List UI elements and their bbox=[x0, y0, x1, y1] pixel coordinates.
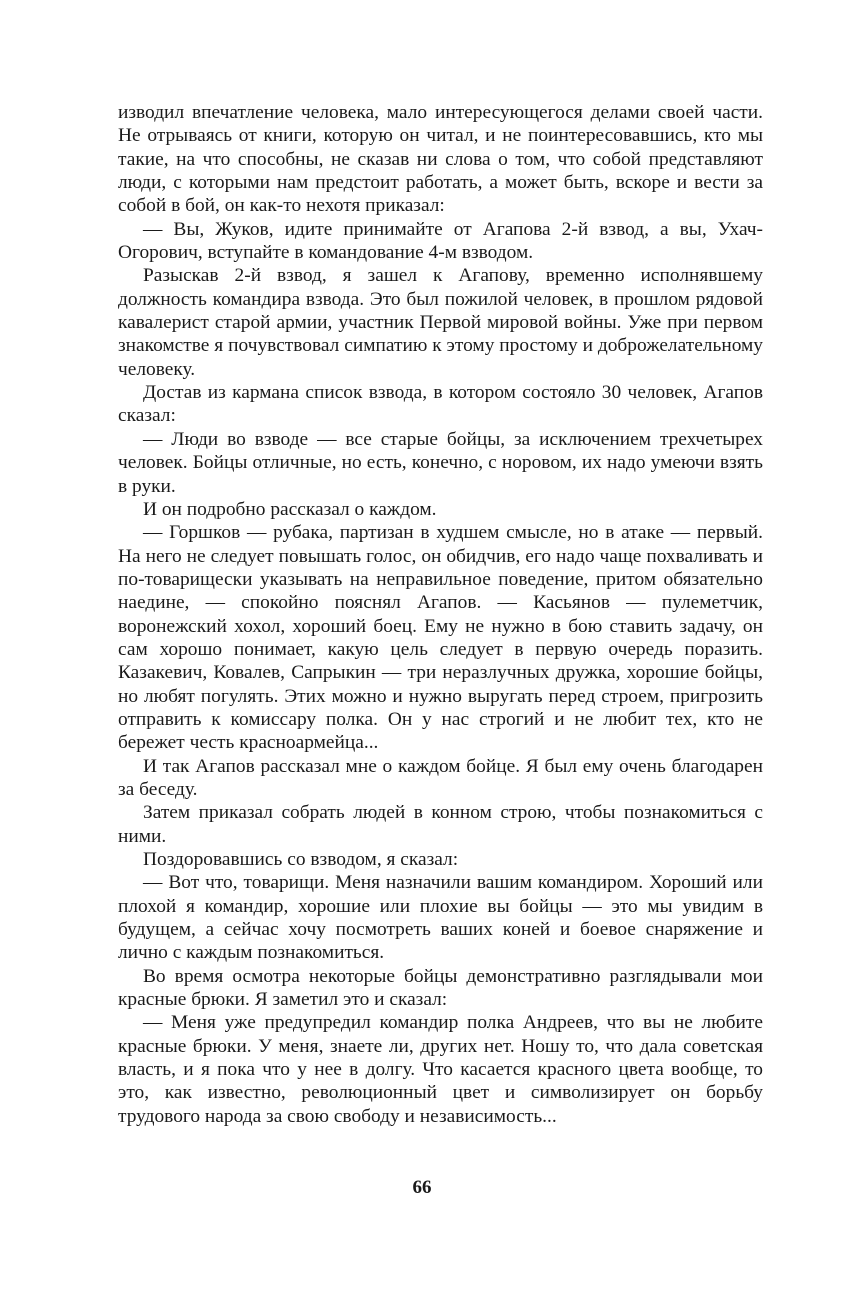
paragraph-9: Затем приказал собрать людей в конном строю, чтобы познакомиться с ними. bbox=[118, 802, 763, 847]
paragraph-2: — Вы, Жуков, идите принимайте от Агапова 2-й взвод, а вы, Ухач-Огорович, вступайте в командование 4-м взводом. bbox=[118, 218, 763, 264]
paragraph-4: Достав из кармана список взвода, в котором состояло 30 человек, Агапов сказал: bbox=[118, 382, 763, 427]
paragraph-8: И так Агапов рассказал мне о каждом бойце. Я был ему очень благодарен за беседу. bbox=[118, 755, 763, 800]
paragraph-5: — Люди во взводе — все старые бойцы, за исключением трехчетырех человек. Бойцы отличные, но есть, конечно, с норовом, их надо умеючи взять в руки. bbox=[118, 428, 763, 497]
paragraph-6: И он подробно рассказал о каждом. bbox=[143, 498, 437, 520]
paragraph-3: Разыскав 2-й взвод, я зашел к Агапову, временно исполнявшему должность командира взвода. Это был пожилой человек, в прошлом рядовой кавалерист старой армии, участник Первой мировой войны. Уже при первом знакомстве я почувствовал симпатию к этому простому и доброжелательному человеку. bbox=[118, 265, 763, 380]
book-page-body bbox=[118, 101, 763, 1128]
paragraph-10: Поздоровавшись со взводом, я сказал: bbox=[143, 849, 459, 870]
paragraph-7: — Горшков — рубака, партизан в худшем смысле, но в атаке — первый. На него не следует повышать голос, он обидчив, его надо чаще похваливать и по-товарищески указывать на неправильное поведение, притом обязательно наедине, — спокойно пояснял Агапов. — Касьянов — пулеметчик, воронежский хохол, хороший боец. Ему не нужно в бою ставить задачу, он сам хорошо понимает, какую цель следует в первую очередь поразить. Казакевич, Ковалев, Сапрыкин — три неразлучных дружка, хорошие бойцы, но любят погулять. Этих можно и нужно выругать перед строем, пригрозить отправить к комиссару полка. Он у нас строгий и не любит тех, кто не бережет честь красноармейца... bbox=[118, 522, 763, 754]
page-number: 66 bbox=[412, 1177, 432, 1198]
paragraph-11: — Вот что, товарищи. Меня назначили вашим командиром. Хороший или плохой я командир, хорошие или плохие вы бойцы — это мы увидим в будущем, а сейчас хочу посмотреть ваших коней и боевое снаряжение и лично с каждым познакомиться. bbox=[118, 872, 763, 964]
paragraph-1: изводил впечатление человека, мало интересующегося делами своей части. Не отрываясь от книги, которую он читал, и не поинтересовавшись, кто мы такие, на что способны, не сказав ни слова о том, что собой представляют люди, с которыми нам предстоит работать, а может быть, вскоре и вести за собой в бой, он как-то нехотя приказал: bbox=[118, 102, 763, 217]
paragraph-12: Во время осмотра некоторые бойцы демонстративно разглядывали мои красные брюки. Я заметил это и сказал: bbox=[118, 965, 763, 1011]
paragraph-13: — Меня уже предупредил командир полка Андреев, что вы не любите красные брюки. У меня, знаете ли, других нет. Ношу то, что дала советская власть, и я пока что у нее в долгу. Что касается красного цвета вообще, то это, как известно, революционный цвет и символизирует он борьбу трудового народа за свою свободу и независимость... bbox=[118, 1012, 763, 1127]
